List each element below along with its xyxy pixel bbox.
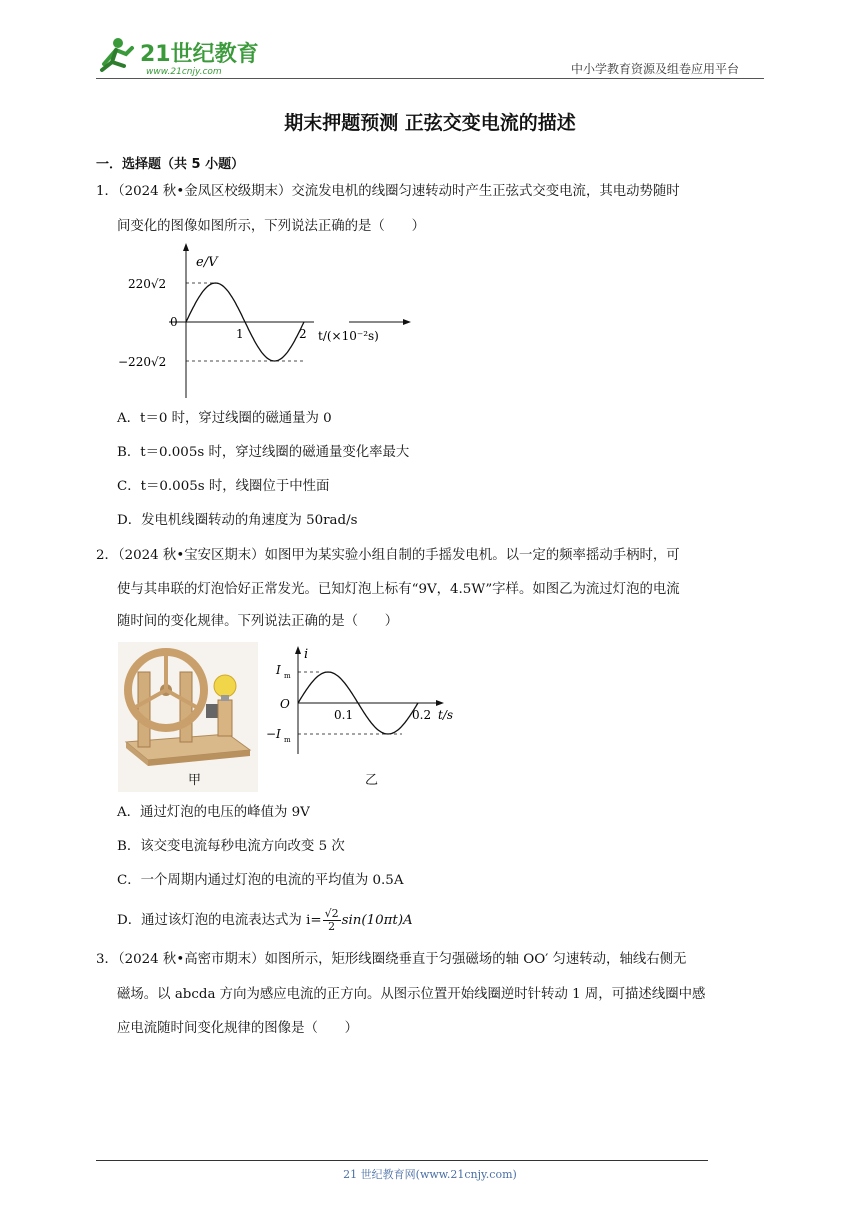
neg-im-subscript: m (284, 736, 291, 744)
q1-option-a[interactable]: A．t＝0 时，穿过线圈的磁通量为 0 (117, 411, 332, 426)
q3-line-1: 3．（2024 秋•高密市期末）如图所示，矩形线圈绕垂直于匀强磁场的轴 OO′ 匀速转动，轴线右侧无 (96, 952, 687, 967)
tick-02-label: 0.2 (412, 708, 432, 722)
q1-option-b[interactable]: B．t＝0.005s 时，穿过线圈的磁通量变化率最大 (117, 445, 410, 460)
ymax-label: 220√2 (128, 277, 167, 291)
ymin-label: −220√2 (118, 355, 167, 369)
page-title: 期末押题预测 正弦交变电流的描述 (284, 112, 576, 134)
q1-option-c[interactable]: C．t＝0.005s 时，线圈位于中性面 (117, 479, 330, 494)
q3-line-2: 磁场。以 abcda 方向为感应电流的正方向。从图示位置开始线圈逆时针转动 1 周，可描述线圈中感 (117, 987, 706, 1002)
x-axis-arrow-icon (403, 319, 411, 325)
i-axis-arrow-icon (295, 646, 301, 654)
q2-option-b[interactable]: B．该交变电流每秒电流方向改变 5 次 (117, 839, 345, 854)
fraction-denominator: 2 (328, 920, 336, 933)
q2-current-graph (262, 644, 472, 760)
t-axis-arrow-icon (436, 700, 444, 706)
q1-option-d[interactable]: D．发电机线圈转动的角速度为 50rad/s (117, 513, 358, 528)
tick-1-label: 1 (236, 327, 244, 341)
neg-im-label: −I (266, 727, 281, 741)
section-heading: 一．选择题（共 5 小题） (96, 157, 245, 172)
i-axis-label: i (304, 647, 309, 662)
q2-option-d-suffix: sin(10πt)A (341, 913, 413, 928)
q2-line-2: 使与其串联的灯泡恰好正常发光。已知灯泡上标有“9V，4.5W”字样。如图乙为流过灯泡的电流 (117, 582, 680, 597)
footer-link[interactable]: 21 世纪教育网(www.21cnjy.com) (343, 1168, 517, 1181)
q2-line-3: 随时间的变化规律。下列说法正确的是（ ） (117, 614, 399, 629)
im-label: I (276, 663, 281, 677)
q2-option-c[interactable]: C．一个周期内通过灯泡的电流的平均值为 0.5A (117, 873, 404, 888)
q1-line-2: 间变化的图像如图所示，下列说法正确的是（ ） (117, 219, 425, 234)
footer-divider (96, 1160, 708, 1161)
q1-emf-graph (114, 240, 414, 404)
y-axis-label: e/V (196, 255, 218, 270)
q1-line-1: 1．（2024 秋•金凤区校级期末）交流发电机的线圈匀速转动时产生正弦式交变电流，其电动势随时 (96, 184, 680, 199)
logo-url: www.21cnjy.com (146, 67, 222, 77)
y-axis-arrow-icon (183, 243, 189, 251)
sqrt2-over-2-fraction (323, 908, 341, 933)
origin-label: 0 (170, 315, 178, 329)
caption-yi: 乙 (365, 773, 379, 788)
q2-option-d[interactable] (117, 904, 413, 938)
origin-o-label: O (280, 697, 290, 711)
site-logo (96, 34, 266, 78)
caption-jia: 甲 (188, 773, 202, 788)
platform-name: 中小学教育资源及组卷应用平台 (571, 62, 740, 76)
q2-option-a[interactable]: A．通过灯泡的电压的峰值为 9V (117, 805, 310, 820)
x-axis-label: t/(×10⁻²s) (318, 329, 379, 343)
im-subscript: m (284, 672, 291, 680)
t-axis-label: t/s (438, 708, 454, 722)
fraction-numerator: √2 (324, 907, 339, 920)
tick-2-label: 2 (299, 327, 307, 341)
runner-logo-icon (102, 38, 132, 70)
q2-option-d-prefix: D．通过该灯泡的电流表达式为 i= (117, 913, 322, 928)
logo-text: 21世纪教育 (140, 42, 259, 67)
header-divider (96, 78, 764, 79)
tick-01-label: 0.1 (334, 708, 354, 722)
q3-line-3: 应电流随时间变化规律的图像是（ ） (117, 1021, 359, 1036)
q2-line-1: 2．（2024 秋•宝安区期末）如图甲为某实验小组自制的手摇发电机。以一定的频率摇动手柄时，可 (96, 548, 680, 563)
